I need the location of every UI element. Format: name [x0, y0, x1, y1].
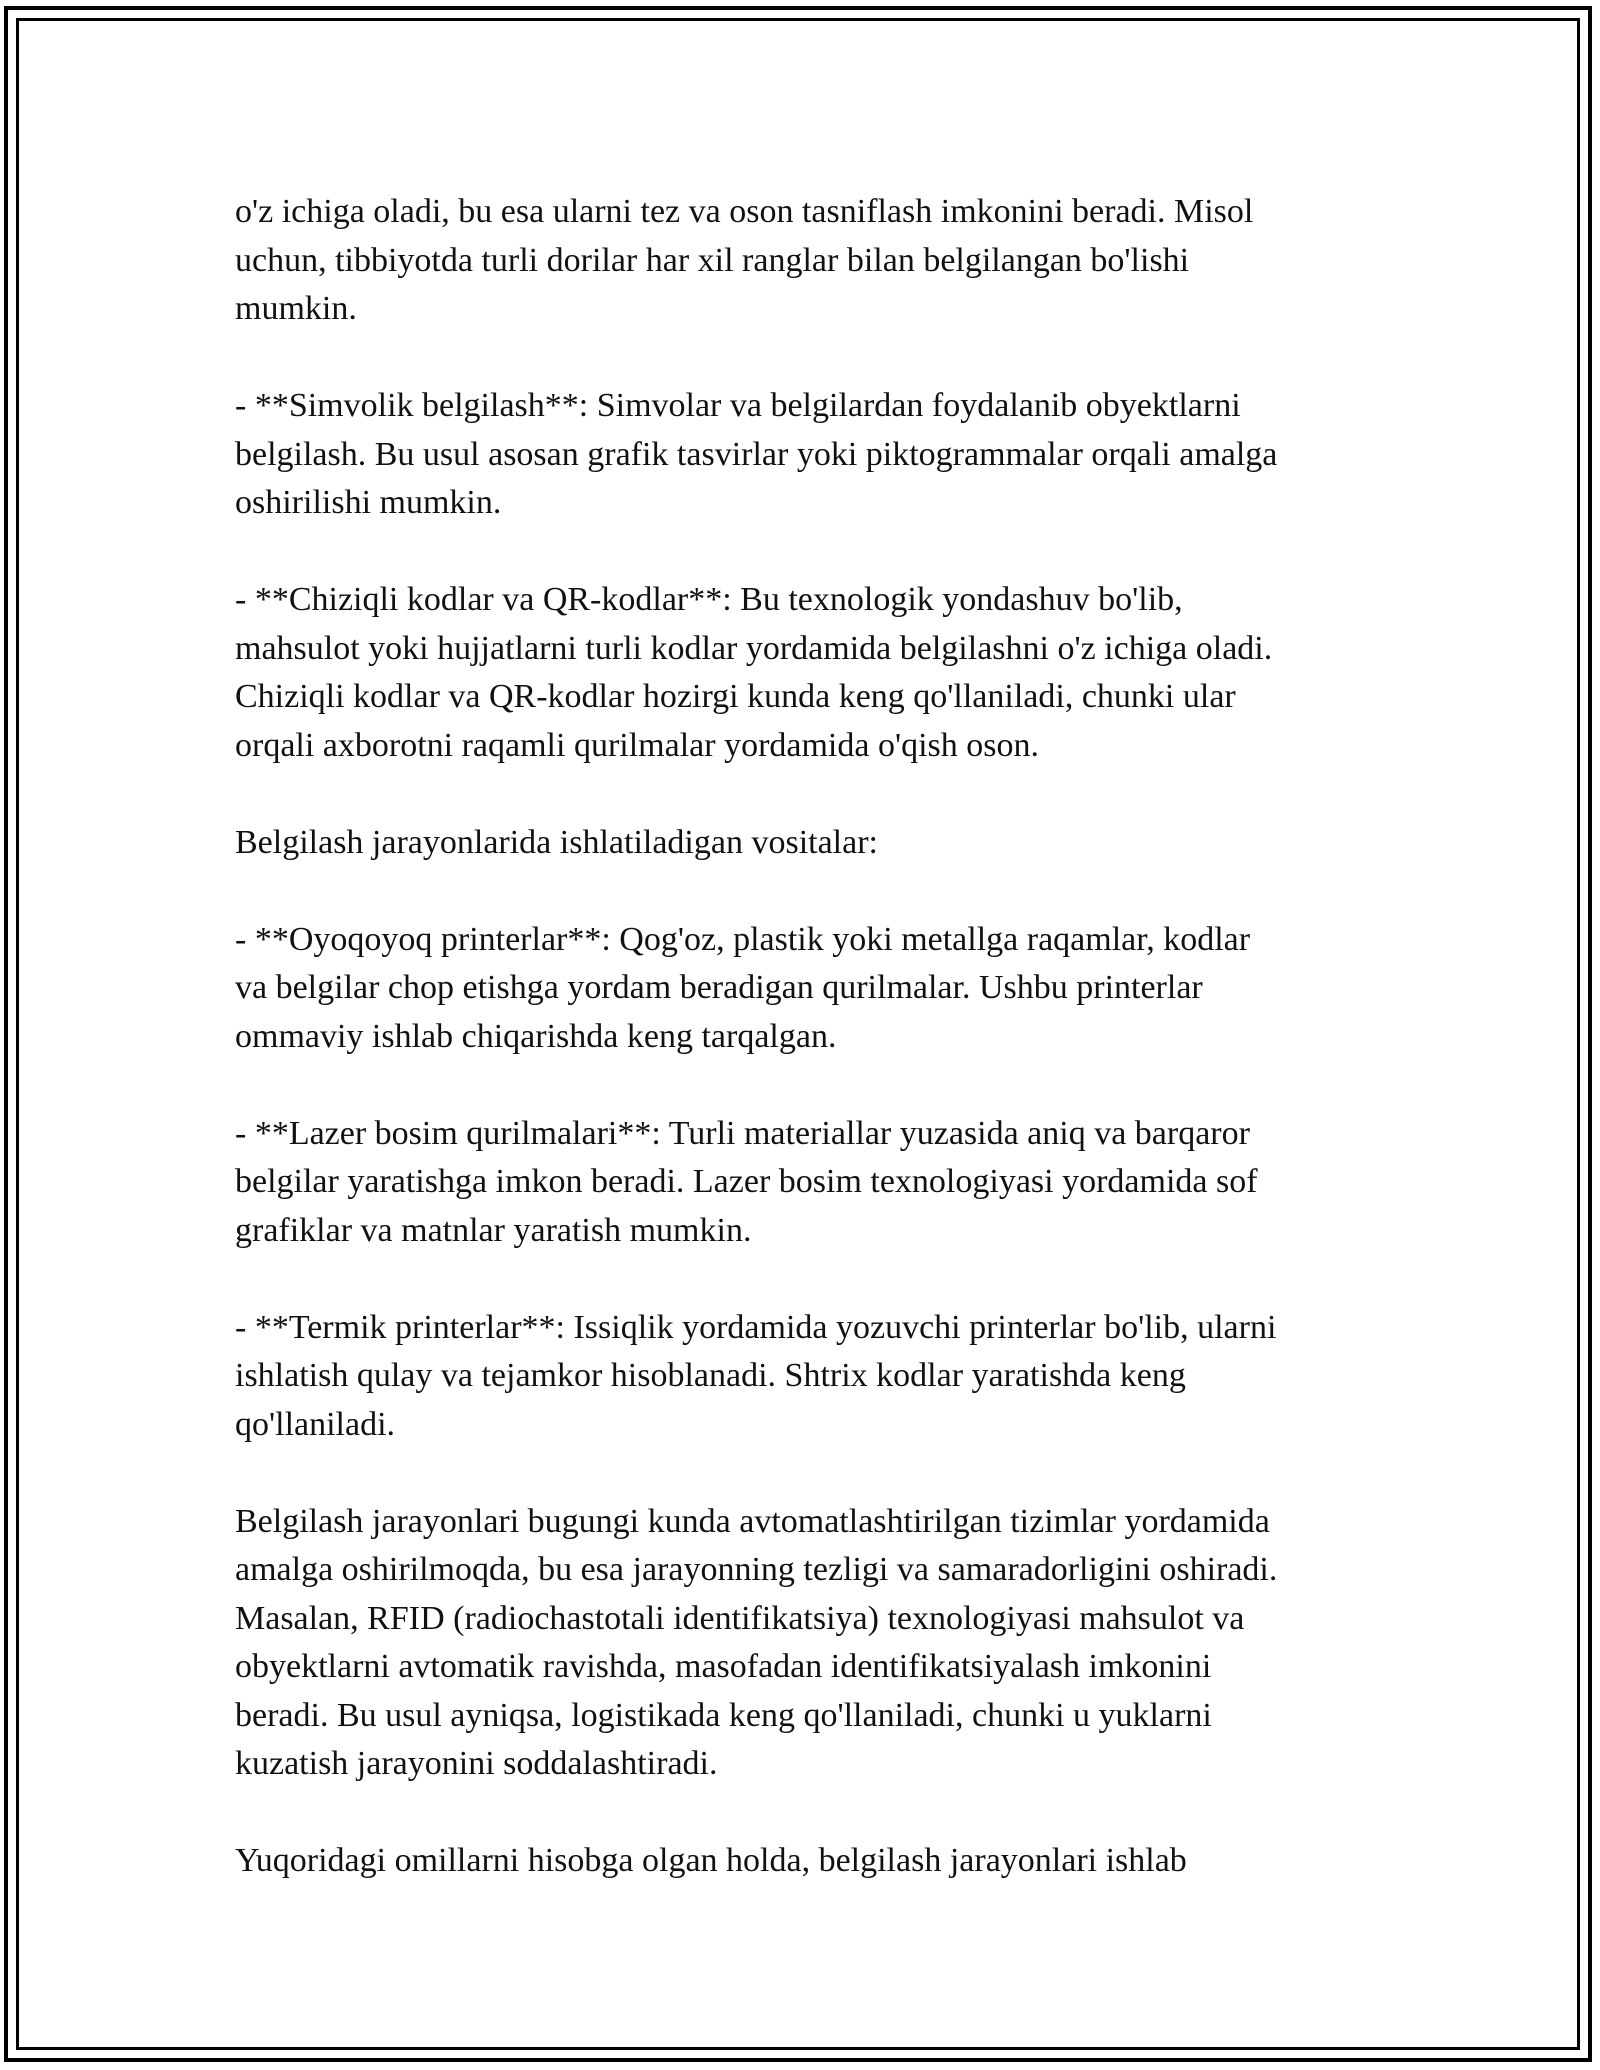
paragraph-laser-devices: - **Lazer bosim qurilmalari**: Turli materiallar yuzasida aniq va barqaror belgilar yaratishga imkon beradi. Lazer bosim texnologiyasi yordamida sof grafiklar va matnlar yaratish mumkin. — [235, 1114, 1258, 1249]
paragraph-color-coding-continuation: o'z ichiga oladi, bu esa ularni tez va oson tasniflash imkonini beradi. Misol uchun, tibbiyotda turli dorilar har xil ranglar bilan belgilangan bo'lishi mumkin. — [235, 193, 1254, 327]
paragraph-tools-heading: Belgilash jarayonlarida ishlatiladigan vositalar: — [235, 823, 878, 861]
paragraph-symbolic-marking: - **Simvolik belgilash**: Simvolar va belgilardan foydalanib obyektlarni belgilash. Bu usul asosan grafik tasvirlar yoki piktogrammalar orqali amalga oshirilishi mumkin. — [235, 387, 1278, 521]
paragraph-conclusion-start: Yuqoridagi omillarni hisobga olgan holda, belgilash jarayonlari ishlab — [235, 1842, 1187, 1879]
paragraph-inkjet-printers: - **Oyoqoyoq printerlar**: Qog'oz, plastik yoki metallga raqamlar, kodlar va belgilar chop etishga yordam beradigan qurilmalar. Ushbu printerlar ommaviy ishlab chiqarishda keng tarqalgan. — [235, 920, 1251, 1055]
document-body — [235, 188, 1375, 1886]
paragraph-automation-rfid: Belgilash jarayonlari bugungi kunda avtomatlashtirilgan tizimlar yordamida amalga oshirilmoqda, bu esa jarayonning tezligi va samaradorligini oshiradi. Masalan, RFID (radiochastotali identifikatsiya) texnologiyasi mahsulot va obyektlarni avtomatik ravishda, masofadan identifikatsiyalash imkonini beradi. Bu usul ayniqsa, logistikada keng qo'llaniladi, chunki u yuklarni kuzatish jarayonini soddalashtiradi. — [235, 1502, 1278, 1782]
paragraph-thermal-printers: - **Termik printerlar**: Issiqlik yordamida yozuvchi printerlar bo'lib, ularni ishlatish qulay va tejamkor hisoblanadi. Shtrix kodlar yaratishda keng qo'llaniladi. — [235, 1308, 1277, 1443]
paragraph-barcodes-qr: - **Chiziqli kodlar va QR-kodlar**: Bu texnologik yondashuv bo'lib, mahsulot yoki hujjatlarni turli kodlar yordamida belgilashni o'z ichiga oladi. Chiziqli kodlar va QR-kodlar hozirgi kunda keng qo'llaniladi, chunki ular orqali axborotni raqamli qurilmalar yordamida o'qish oson. — [235, 581, 1273, 764]
